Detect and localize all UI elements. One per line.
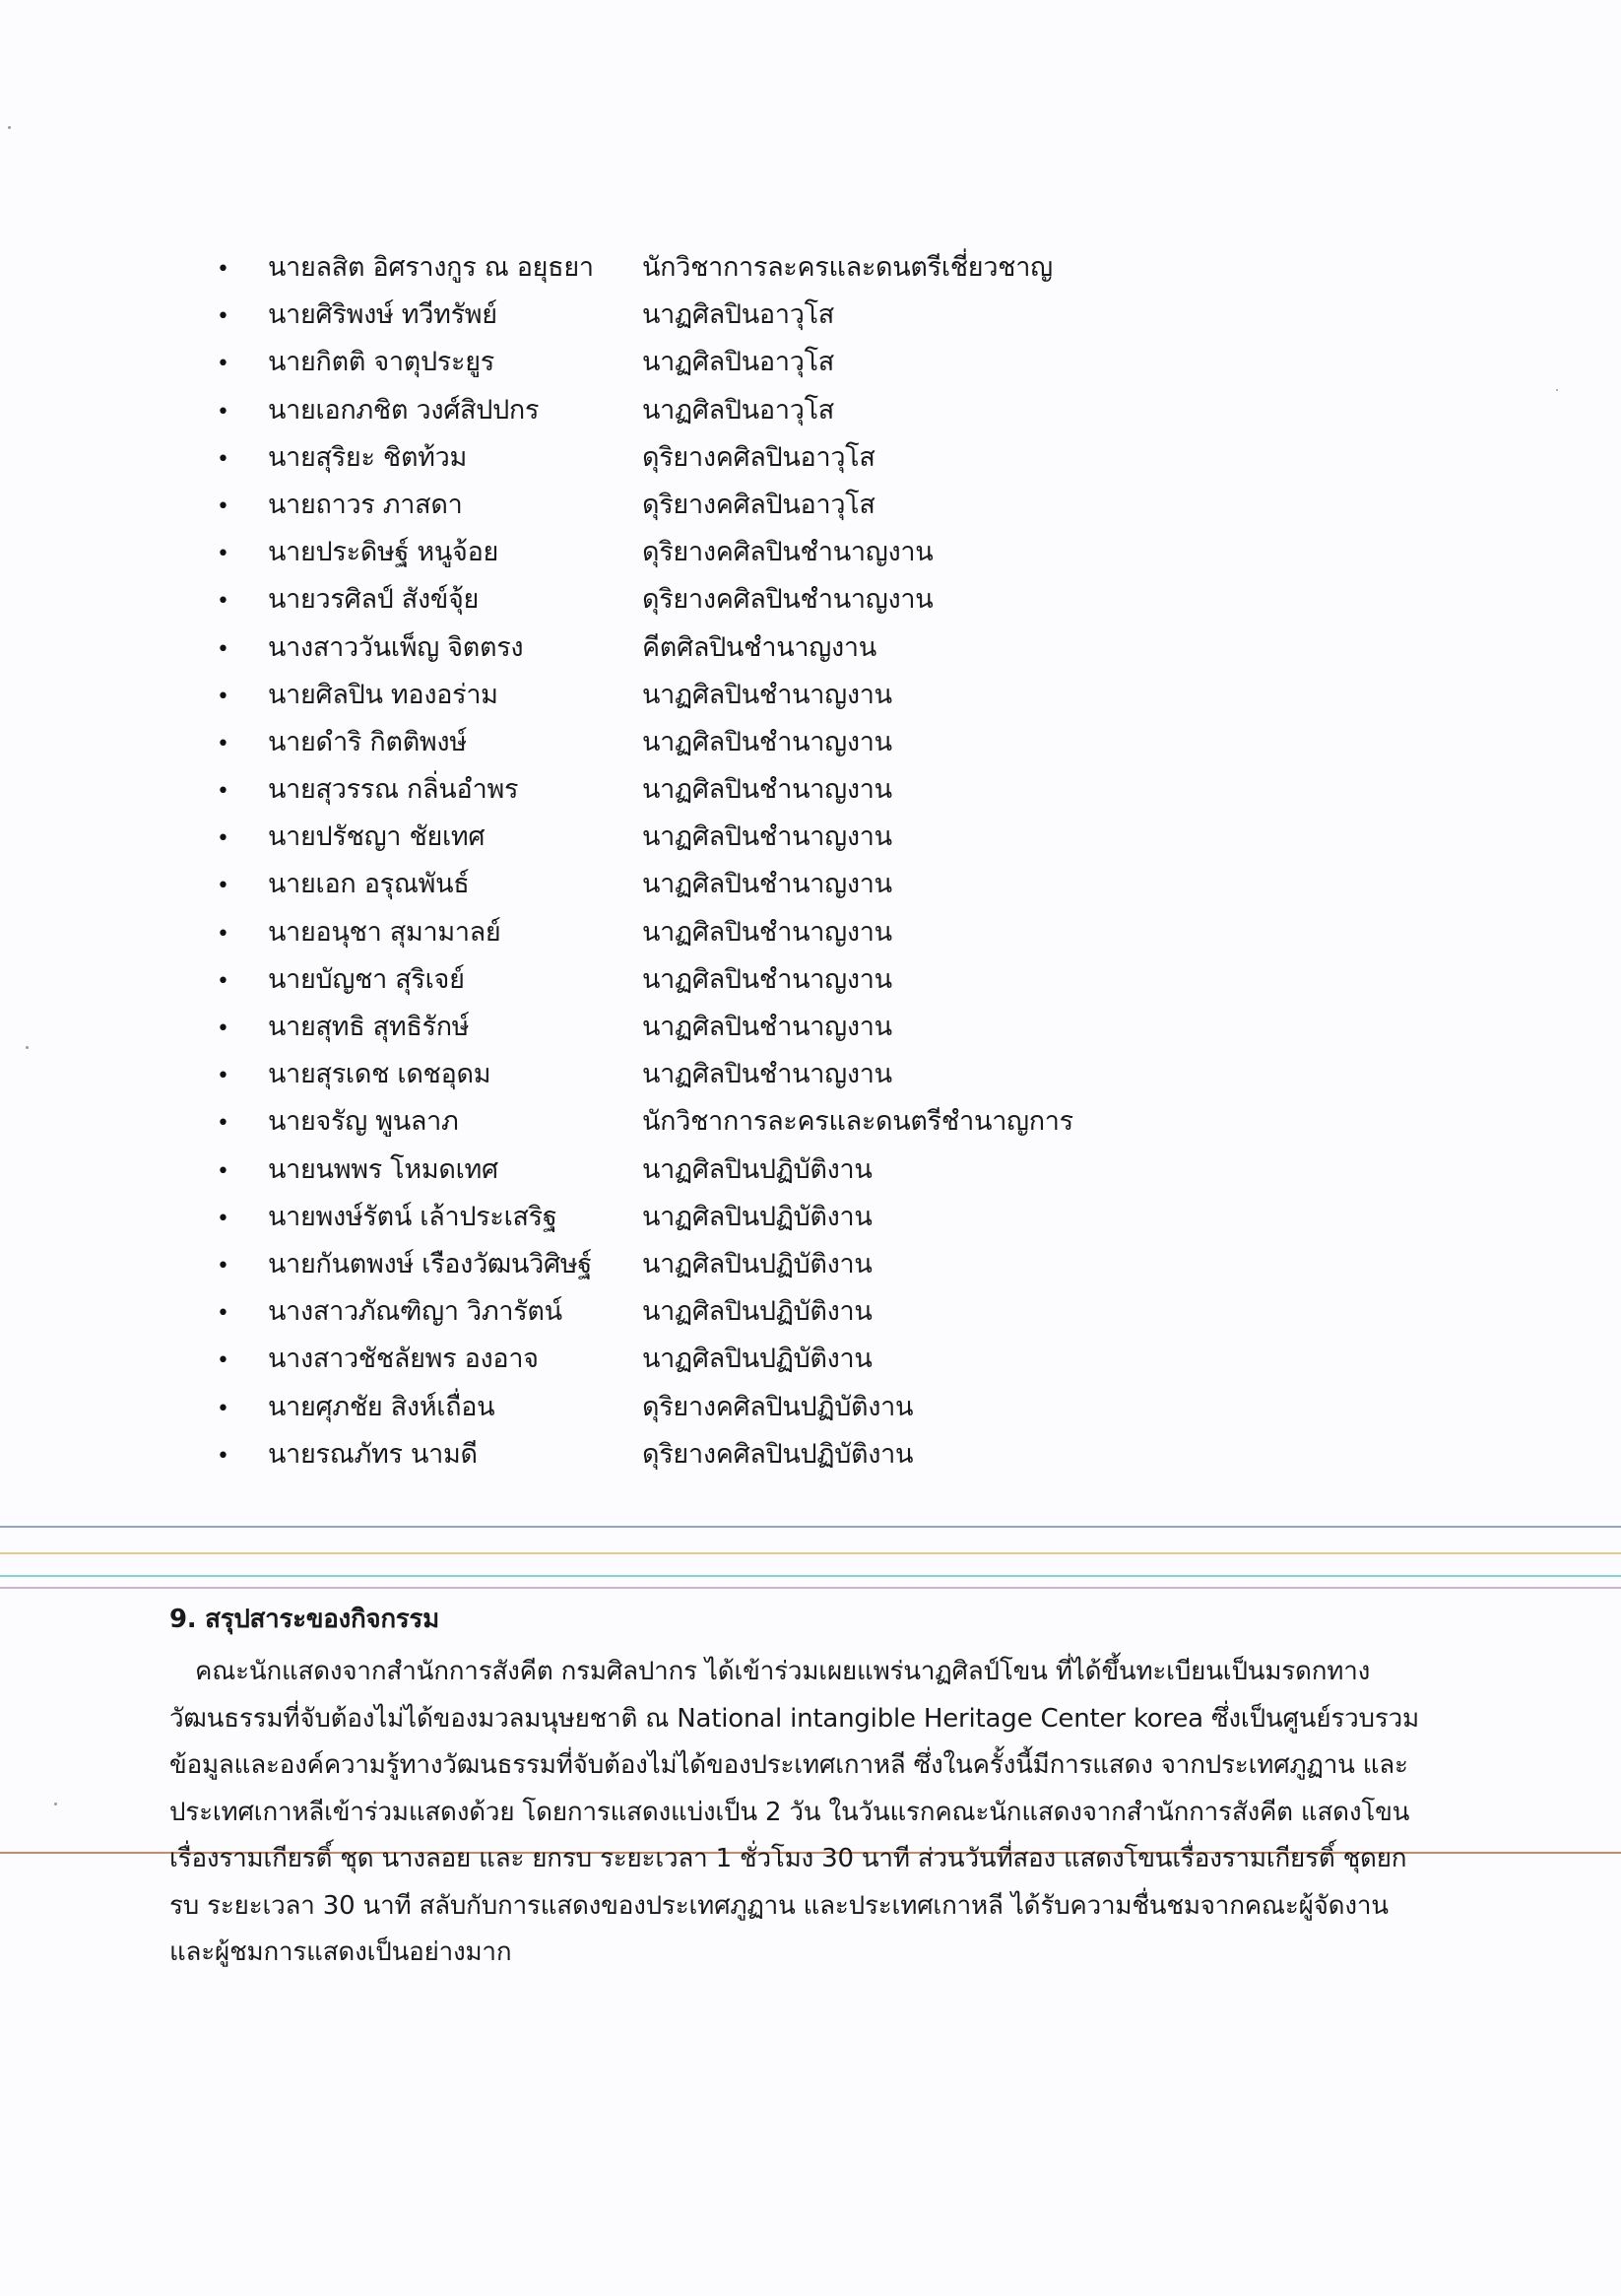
staff-list-item xyxy=(217,1098,1201,1146)
staff-list xyxy=(217,244,1201,1478)
staff-list-item xyxy=(217,766,1201,814)
bullet-icon: • xyxy=(217,636,229,662)
bullet-icon: • xyxy=(217,968,229,994)
staff-list-item xyxy=(217,1336,1201,1383)
staff-name: นายดำริ กิตติพงษ์ xyxy=(268,726,467,757)
activity-summary-section xyxy=(169,1598,1450,1977)
staff-name: นายกันตพงษ์ เรืองวัฒนวิศิษฐ์ xyxy=(268,1248,592,1279)
staff-name: นายบัญชา สุริเจย์ xyxy=(268,963,465,995)
staff-name: นายปรัชญา ชัยเทศ xyxy=(268,821,486,853)
staff-name: นายอนุชา สุมามาลย์ xyxy=(268,916,501,948)
staff-name: นายศิลปิน ทองอร่าม xyxy=(268,679,498,710)
bullet-icon: • xyxy=(217,1111,229,1137)
staff-position: นาฏศิลปินชำนาญงาน xyxy=(642,1012,892,1042)
bullet-icon: • xyxy=(217,352,229,377)
staff-position: นาฏศิลปินปฏิบัติงาน xyxy=(642,1201,873,1232)
staff-name: นายถาวร ภาสดา xyxy=(268,489,463,520)
staff-position: นาฏศิลปินอาวุโส xyxy=(642,347,834,378)
scan-speck xyxy=(26,1046,29,1049)
staff-position: นาฏศิลปินชำนาญงาน xyxy=(642,916,892,948)
bullet-icon: • xyxy=(217,779,229,805)
staff-list-item xyxy=(217,576,1201,623)
scan-speck xyxy=(1556,389,1558,391)
staff-list-item xyxy=(217,1147,1201,1194)
staff-list-item xyxy=(217,909,1201,956)
staff-name: นายประดิษฐ์ หนูจ้อย xyxy=(268,537,499,568)
staff-name: นายศิริพงษ์ ทวีทรัพย์ xyxy=(268,299,497,331)
bullet-icon: • xyxy=(217,684,229,709)
staff-position: นาฏศิลปินชำนาญงาน xyxy=(642,869,892,900)
paragraph-line: คณะนักแสดงจากสำนักการสังคีต กรมศิลปากร ได้เข้าร่วมเผยแพร่นาฏศิลป์โขน ที่ได้ขึ้นทะเบียนเป็นมรดกทาง xyxy=(195,1657,1371,1686)
staff-list-item xyxy=(217,339,1201,386)
scan-speck xyxy=(54,1803,57,1805)
scan-line-purple xyxy=(0,1587,1621,1589)
staff-position: นาฏศิลปินปฏิบัติงาน xyxy=(642,1248,873,1279)
staff-list-item xyxy=(217,292,1201,339)
bullet-icon: • xyxy=(217,1017,229,1041)
staff-position: นาฏศิลปินปฏิบัติงาน xyxy=(642,1153,873,1185)
bullet-icon: • xyxy=(217,399,229,425)
paragraph-line: เรื่องรามเกียรติ์ ชุด นางลอย และ ยกรบ ระยะเวลา 1 ชั่วโมง 30 นาที ส่วนวันที่สอง แสดงโขนเรื่องรามเกียรติ์ ชุดยก xyxy=(169,1844,1407,1873)
staff-position: ดุริยางคศิลปินชำนาญงาน xyxy=(642,584,934,616)
bullet-icon: • xyxy=(217,1253,229,1279)
staff-name: นายจรัญ พูนลาภ xyxy=(268,1106,459,1138)
staff-list-item xyxy=(217,956,1201,1004)
staff-name: นายวรศิลป์ สังข์จุ้ย xyxy=(268,584,480,616)
paragraph-line: รบ ระยะเวลา 30 นาที สลับกับการแสดงของประเทศภูฏาน และประเทศเกาหลี ได้รับความชื่นชมจากคณะผู้จัดงาน xyxy=(169,1890,1389,1921)
staff-list-item xyxy=(217,1288,1201,1336)
staff-position: นาฏศิลปินอาวุโส xyxy=(642,299,834,331)
staff-position: นาฏศิลปินชำนาญงาน xyxy=(642,679,892,710)
staff-name: นายศุภชัย สิงห์เถื่อน xyxy=(268,1391,495,1422)
staff-position: ดุริยางคศิลปินอาวุโส xyxy=(642,489,875,520)
staff-name: นายนพพร โหมดเทศ xyxy=(268,1153,498,1185)
staff-list-item xyxy=(217,529,1201,576)
bullet-icon: • xyxy=(217,874,229,899)
paragraph-line: ข้อมูลและองค์ความรู้ทางวัฒนธรรมที่จับต้องไม่ได้ของประเทศเกาหลี ซึ่งในครั้งนี้มีการแสดง จากประเทศภูฏาน และ xyxy=(169,1750,1408,1780)
bullet-icon: • xyxy=(217,921,229,947)
bullet-icon: • xyxy=(217,731,229,756)
staff-list-item xyxy=(217,387,1201,434)
staff-position: คีตศิลปินชำนาญงาน xyxy=(642,631,876,663)
staff-list-item xyxy=(217,861,1201,908)
paragraph-line: วัฒนธรรมที่จับต้องไม่ได้ของมวลมนุษยชาติ ณ National intangible Heritage Center korea ซึ่งเป็นศูนย์รวบรวม xyxy=(169,1703,1419,1734)
staff-name: นางสาวภัณฑิญา วิภารัตน์ xyxy=(268,1296,562,1328)
staff-list-item xyxy=(217,1004,1201,1051)
staff-list-item xyxy=(217,719,1201,766)
staff-position: นักวิชาการละครและดนตรีชำนาญการ xyxy=(642,1106,1073,1138)
staff-position: นักวิชาการละครและดนตรีเชี่ยวชาญ xyxy=(642,252,1053,283)
bullet-icon: • xyxy=(217,1206,229,1231)
staff-name: นายลสิต อิศรางกูร ณ อยุธยา xyxy=(268,252,594,283)
staff-list-item xyxy=(217,672,1201,719)
bullet-icon: • xyxy=(217,446,229,472)
staff-list-item xyxy=(217,482,1201,529)
scan-speck xyxy=(8,126,11,129)
staff-list-item xyxy=(217,1431,1201,1478)
bullet-icon: • xyxy=(217,1301,229,1327)
staff-position: นาฏศิลปินชำนาญงาน xyxy=(642,774,892,806)
scan-line-blue xyxy=(0,1526,1621,1528)
staff-name: นางสาวชัชลัยพร องอาจ xyxy=(268,1344,539,1375)
bullet-icon: • xyxy=(217,304,229,330)
bullet-icon: • xyxy=(217,826,229,852)
bullet-icon: • xyxy=(217,1396,229,1421)
paragraph-line: และผู้ชมการแสดงเป็นอย่างมาก xyxy=(169,1937,512,1967)
bullet-icon: • xyxy=(217,589,229,615)
staff-position: นาฏศิลปินอาวุโส xyxy=(642,394,834,426)
staff-position: นาฏศิลปินชำนาญงาน xyxy=(642,963,892,995)
scan-line-yellow xyxy=(0,1552,1621,1554)
section-title: 9. สรุปสาระของกิจกรรม xyxy=(169,1605,439,1634)
bullet-icon: • xyxy=(217,257,229,282)
staff-list-item xyxy=(217,1384,1201,1431)
staff-name: นายกิตติ จาตุประยูร xyxy=(268,347,494,378)
staff-name: นายสุรเดช เดชอุดม xyxy=(268,1059,491,1090)
staff-position: ดุริยางคศิลปินอาวุโส xyxy=(642,441,875,473)
staff-position: ดุริยางคศิลปินชำนาญงาน xyxy=(642,537,934,568)
bullet-icon: • xyxy=(217,1158,229,1184)
staff-position: ดุริยางคศิลปินปฏิบัติงาน xyxy=(642,1438,914,1470)
scan-line-cyan xyxy=(0,1575,1621,1577)
staff-position: ดุริยางคศิลปินปฏิบัติงาน xyxy=(642,1391,914,1422)
staff-position: นาฏศิลปินปฏิบัติงาน xyxy=(642,1344,873,1375)
staff-position: นาฏศิลปินชำนาญงาน xyxy=(642,726,892,757)
staff-position: นาฏศิลปินปฏิบัติงาน xyxy=(642,1296,873,1328)
staff-list-item xyxy=(217,814,1201,861)
staff-position: นาฏศิลปินชำนาญงาน xyxy=(642,1059,892,1090)
staff-name: นายเอก อรุณพันธ์ xyxy=(268,869,470,900)
staff-list-item xyxy=(217,624,1201,672)
staff-name: นายเอกภชิต วงศ์สิปปกร xyxy=(268,394,540,426)
staff-name: นายสุทธิ สุทธิรักษ์ xyxy=(268,1012,470,1042)
bullet-icon: • xyxy=(217,1443,229,1469)
staff-name: นางสาววันเพ็ญ จิตตรง xyxy=(268,631,524,663)
staff-list-item xyxy=(217,1051,1201,1098)
staff-name: นายรณภัทร นามดี xyxy=(268,1438,478,1470)
staff-name: นายสุวรรณ กลิ่นอำพร xyxy=(268,774,519,806)
bullet-icon: • xyxy=(217,542,229,567)
staff-list-item xyxy=(217,1194,1201,1241)
staff-name: นายสุริยะ ชิตท้วม xyxy=(268,441,468,473)
staff-list-item xyxy=(217,434,1201,482)
bullet-icon: • xyxy=(217,493,229,519)
staff-list-item xyxy=(217,1241,1201,1288)
staff-name: นายพงษ์รัตน์ เล้าประเสริฐ xyxy=(268,1201,557,1232)
paragraph-line: ประเทศเกาหลีเข้าร่วมแสดงด้วย โดยการแสดงแบ่งเป็น 2 วัน ในวันแรกคณะนักแสดงจากสำนักการสังคีต แสดงโขน xyxy=(169,1797,1410,1827)
staff-position: นาฏศิลปินชำนาญงาน xyxy=(642,821,892,853)
bullet-icon: • xyxy=(217,1064,229,1089)
staff-list-item xyxy=(217,244,1201,292)
bullet-icon: • xyxy=(217,1348,229,1374)
section-body xyxy=(169,1649,1440,1977)
